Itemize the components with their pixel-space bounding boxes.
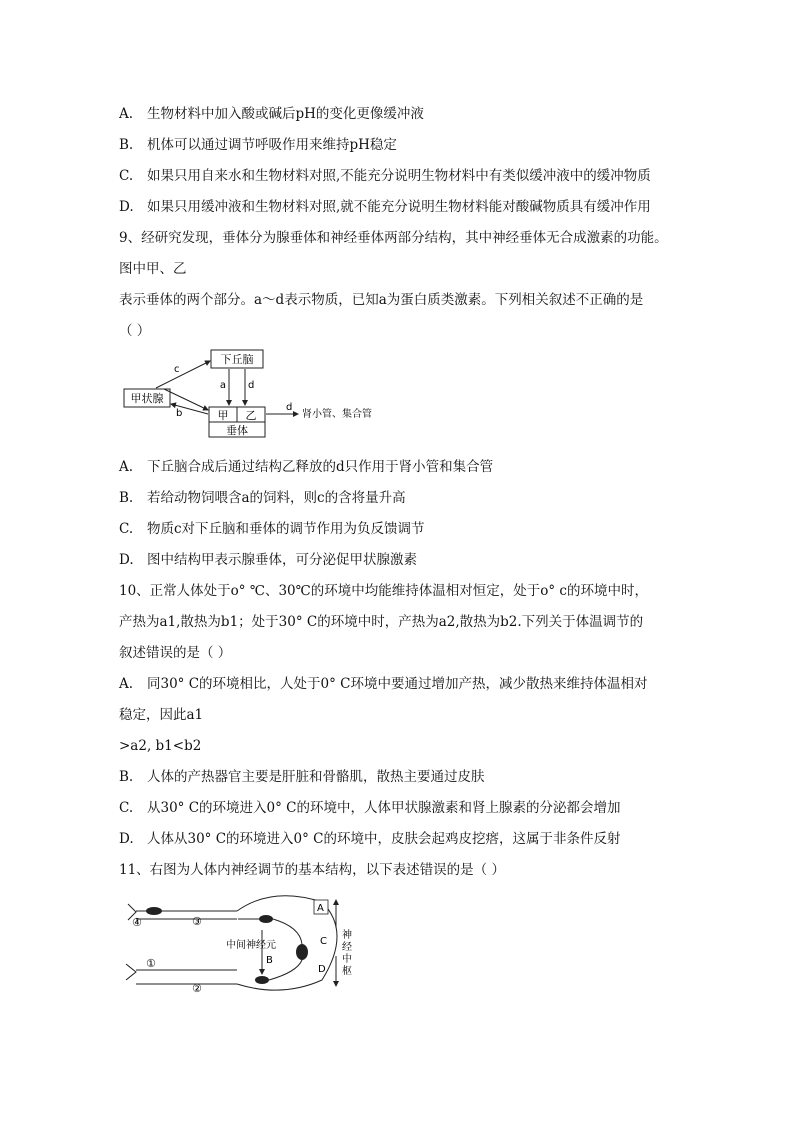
q8-option-c (119, 167, 651, 185)
option-text: 同30° C的环境相比，人处于0° C环境中要通过增加产热，减少散热来维持体温相对 (147, 676, 648, 692)
thyroid-label: 甲状腺 (130, 392, 164, 405)
option-text: 人体的产热器官主要是肝脏和骨骼肌，散热主要通过皮肤 (147, 769, 485, 785)
option-letter: B. (119, 490, 134, 506)
label-d-top: d (248, 380, 255, 391)
center-char-3: 中 (342, 954, 352, 965)
interneuron-label: 中间神经元 (226, 940, 276, 951)
label-3: ③ (192, 915, 202, 928)
label-2: ② (192, 982, 202, 995)
q8-option-d (119, 198, 651, 216)
q10-option-b (119, 768, 485, 786)
q10-option-c (119, 799, 621, 817)
center-char-2: 经 (342, 942, 352, 953)
option-text: 图中结构甲表示腺垂体，可分泌促甲状腺激素 (147, 552, 417, 568)
option-letter: C. (119, 521, 134, 537)
label-A: A (317, 903, 324, 914)
q10-option-a-line2: 稳定，因此a1 (119, 707, 204, 723)
q11-stem: 11、右图为人体内神经调节的基本结构，以下表述错误的是（ ） (119, 862, 505, 878)
center-char-4: 枢 (342, 966, 352, 977)
part-jia-label: 甲 (217, 409, 229, 422)
option-text: 人体从30° C的环境进入0° C的环境中，皮肤会起鸡皮挖瘩，这属于非条件反射 (147, 831, 621, 847)
part-yi-label: 乙 (245, 409, 257, 422)
option-text: 如果只用缓冲液和生物材料对照,就不能充分说明生物材料能对酸碱物质具有缓冲作用 (147, 199, 651, 215)
q10-option-a (119, 675, 648, 693)
label-4: ④ (132, 916, 142, 929)
option-text: 从30° C的环境进入0° C的环境中，人体甲状腺激素和肾上腺素的分泌都会增加 (147, 800, 621, 816)
q9-stem-line2: 图中甲、乙 (119, 261, 187, 277)
label-C: C (320, 936, 327, 947)
neuron-lower (255, 976, 269, 984)
option-text: 生物材料中加入酸或碱后pH的变化更像缓冲液 (147, 106, 424, 122)
label-d-right: d (286, 402, 293, 413)
q10-option-a-line3: >a2, b1<b2 (119, 738, 202, 754)
label-a: a (219, 380, 226, 391)
option-letter: B. (119, 137, 134, 153)
q10-stem-line3: 叙述错误的是（ ） (119, 645, 232, 661)
hypothalamus-label: 下丘脑 (220, 353, 254, 366)
option-letter: D. (119, 199, 134, 215)
q8-option-a (119, 105, 424, 123)
option-text: 机体可以通过调节呼吸作用来维持pH稳定 (147, 137, 397, 153)
option-letter: C. (119, 800, 134, 816)
option-text: 若给动物饲喂含a的饲料，则c的含将量升高 (147, 490, 406, 506)
option-text: 物质c对下丘脑和垂体的调节作用为负反馈调节 (147, 521, 425, 537)
q9-stem-line3: 表示垂体的两个部分。a～d表示物质，已知a为蛋白质类激素。下列相关叙述不正确的是 (119, 292, 644, 308)
neuron-upper (259, 915, 273, 923)
option-letter: D. (119, 831, 134, 847)
q10-stem-line1: 10、正常人体处于o° ℃、30℃的环境中均能维持体温相对恒定，处于o° c的环境中时， (119, 583, 648, 599)
center-char-1: 神 (342, 930, 352, 941)
option-text: 下丘脑合成后通过结构乙释放的d只作用于肾小管和集合管 (147, 459, 494, 475)
target-label: 肾小管、集合管 (302, 409, 372, 420)
label-D: D (318, 964, 326, 975)
q9-option-b (119, 489, 406, 507)
q9-option-c (119, 520, 425, 538)
option-letter: B. (119, 769, 134, 785)
option-text: 如果只用自来水和生物材料对照,不能充分说明生物材料中有类似缓冲液中的缓冲物质 (147, 168, 651, 184)
label-b: b (176, 408, 183, 419)
option-letter: A. (119, 676, 134, 692)
q9-stem-line4: （ ） (119, 323, 151, 339)
q10-option-d (119, 830, 621, 848)
q11-reflex-arc-diagram (122, 892, 362, 1000)
label-1: ① (146, 957, 156, 970)
option-letter: A. (119, 106, 134, 122)
receptor-mark (126, 964, 136, 980)
label-c: c (174, 364, 180, 375)
q9-option-d (119, 551, 417, 569)
option-letter: D. (119, 552, 134, 568)
q8-option-b (119, 136, 397, 154)
q9-stem-line1: 9、经研究发现，垂体分为腺垂体和神经垂体两部分结构，其中神经垂体无合成激素的功能。 (119, 230, 668, 246)
pituitary-label: 垂体 (226, 424, 248, 437)
label-B: B (266, 955, 273, 966)
q9-hormone-diagram (118, 346, 408, 440)
option-letter: C. (119, 168, 134, 184)
neuron-right (296, 944, 308, 960)
q10-stem-line2: 产热为a1,散热为b1；处于30° C的环境中时，产热为a2,散热为b2.下列关于体温调节的 (119, 614, 644, 630)
option-letter: A. (119, 459, 134, 475)
q9-option-a (119, 458, 493, 476)
